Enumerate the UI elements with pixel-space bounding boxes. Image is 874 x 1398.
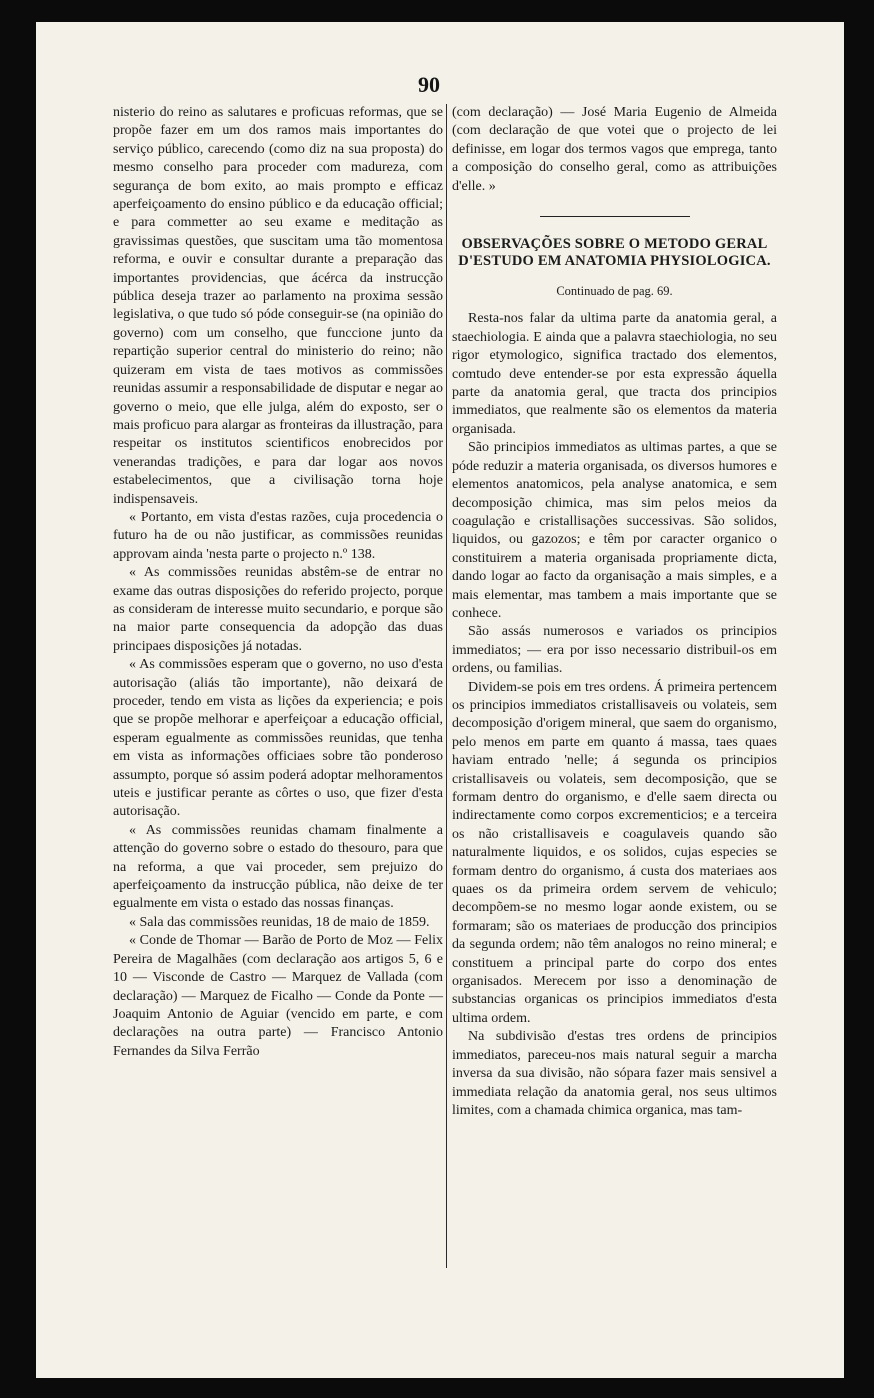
left-paragraph: « Portanto, em vista d'estas razões, cuja procedencia o futuro ha de ou não justificar, as commissões reunidas approvam ainda 'nesta parte o projecto n.º 138. — [113, 509, 443, 562]
right-column — [452, 104, 777, 1120]
right-paragraph: São assás numerosos e variados os principios immediatos; — era por isso necessario distribuil-os em ordens, ou familias. — [452, 624, 777, 677]
left-paragraph: « As commissões reunidas chamam finalmente a attenção do governo sobre o estado do thesouro, para que na reforma, a que vai proceder, sem prejuizo do aperfeiçoamento da instrucção pública, não deixe de ter egualmente em vista o estado das nossas finanças. — [113, 822, 443, 912]
left-paragraph: « Sala das commissões reunidas, 18 de maio de 1859. — [129, 914, 430, 930]
continuation-note: Continuado de pag. 69. — [556, 284, 673, 299]
right-paragraph: Resta-nos falar da ultima parte da anatomia geral, a staechiologia. E ainda que a palavra staechiologia, no seu rigor etymologico, significa tractado dos elementos, comtudo deve entender-se por esta expressão áquella parte da anatomia geral, que tracta dos principios immediatos, que realmente são os elementos da materia organisada. — [452, 311, 777, 437]
page-number: 90 — [418, 72, 440, 97]
left-paragraph: « As commissões esperam que o governo, no uso d'esta autorisação (aliás tão importante), não deixará de proceder, tendo em vista as lições da experiencia; e pois que se propõe melhorar e aperfeiçoar a educação official, esperam egualmente as commissões reunidas, que tenha em vista as informações officiaes sobre tão ponderoso assumpto, porque só assim poderá adoptar melhoramentos uteis e justificar perante as côrtes o uso, que fizer d'esta autorisação. — [113, 657, 443, 820]
right-paragraph: Na subdivisão d'estas tres ordens de principios immediatos, pareceu-nos mais natural seguir a marcha inversa da sua divisão, não sópara fazer mais sensivel a immediata relação da anatomia geral, nos seus ultimos limites, com a chamada chimica organica, mas tam- — [452, 1029, 777, 1118]
left-column — [113, 104, 443, 1061]
column-divider — [446, 104, 447, 1268]
left-paragraph: « As commissões reunidas abstêm-se de entrar no exame das outras disposições do referido projecto, porque as consideram de interesse muito secundario, e porque são na maior parte consequencia da adopção das duas principaes disposições já notadas. — [113, 565, 443, 654]
article-heading: OBSERVAÇÕES SOBRE O METODO GERAL D'ESTUDO EM ANATOMIA PHYSIOLOGICA. — [458, 236, 771, 270]
right-paragraph: São principios immediatos as ultimas partes, a que se póde reduzir a materia organisada, os diversos humores e elementos anatomicos, pela analyse anatomica, e sem decomposição chimica, mas sim pelos meios da coagulação e cristallisações successivas. São solidos, liquidos, ou gazozos; e têm por caracter organico o constituirem a materia organisada propriamente dicta, dando logar ao facto da organisação a mais simples, e a mais elementar, mas tambem a mais importante que se conhece. — [452, 440, 777, 621]
right-top-paragraph: (com declaração) — José Maria Eugenio de Almeida (com declaração de que votei que o projecto de lei definisse, em logar dos termos vagos que emprega, tanto a composição do conselho geral, como as attribuições d'elle. » — [452, 105, 777, 194]
section-rule — [540, 216, 690, 217]
left-paragraph: nisterio do reino as salutares e proficuas reformas, que se propõe fazer em um dos ramos mais importantes do serviço público, carecendo (como diz na sua proposta) do mesmo conselho para proceder com madureza, com segurança de bom exito, ao mais prompto e efficaz aperfeiçoamento do ensino público e da educação official; e para commetter ao seu exame e meditação as gravissimas questões, que suscitam uma tão momentosa reforma, e ouvir e consultar durante a preparação das importantes providencias, que ácérca da instrucção pública deseja trazer ao parlamento na proxima sessão legislativa, o que tudo só póde conseguir-se (na opinião do governo) com um conselho, que funccione junto da repartição superior central do ministerio do reino; não quizeram em vista de taes motivos as commissões reunidas assumir a responsabilidade de disputar e negar ao governo o meio, que elle julga, além do exposto, ser o mais proficuo para alargar as fronteiras da illustração, para respeitar os institutos scientificos enobrecidos por venerandas tradições, e para dar logar aos novos estabelecimentos, que a civilisação torna hoje indispensaveis. — [113, 105, 443, 507]
left-paragraph: « Conde de Thomar — Barão de Porto de Moz — Felix Pereira de Magalhães (com declaração aos artigos 5, 6 e 10 — Visconde de Castro — Marquez de Vallada (com declaração) — Marquez de Ficalho — Conde da Ponte — Joaquim Antonio de Aguiar (vencido em parte, e com declarações na outra parte) — Francisco Antonio Fernandes da Silva Ferrão — [113, 933, 443, 1059]
right-paragraph: Dividem-se pois em tres ordens. Á primeira pertencem os principios immediatos cristallisaveis ou volateis, sem decomposição d'origem mineral, que saem do organismo, pelo menos em parte em quanto á massa, taes quaes haviam entrado 'nelle; á segunda os principios cristallisaveis ou volateis, sem decomposição, que se formam dentro do organismo, e d'elle saem directa ou indirectamente como corpos excrementicios; e a terceira os não cristallisaveis e coagulaveis quando são naturalmente liquidos, e os solidos, cujas especies se formam dentro do organismo, á custa dos materiaes aos quaes os da primeira ordem servem de vehiculo; decompõem-se no mesmo logar aonde existem, ou se formaram; são os materiaes de producção dos principios da segunda ordem; não têm analogos no reino mineral; e constituem a principal parte do corpo dos entes organisados. Merecem por isso a denominação de substancias organicas os principios immediatos d'esta ultima ordem. — [452, 679, 777, 1026]
